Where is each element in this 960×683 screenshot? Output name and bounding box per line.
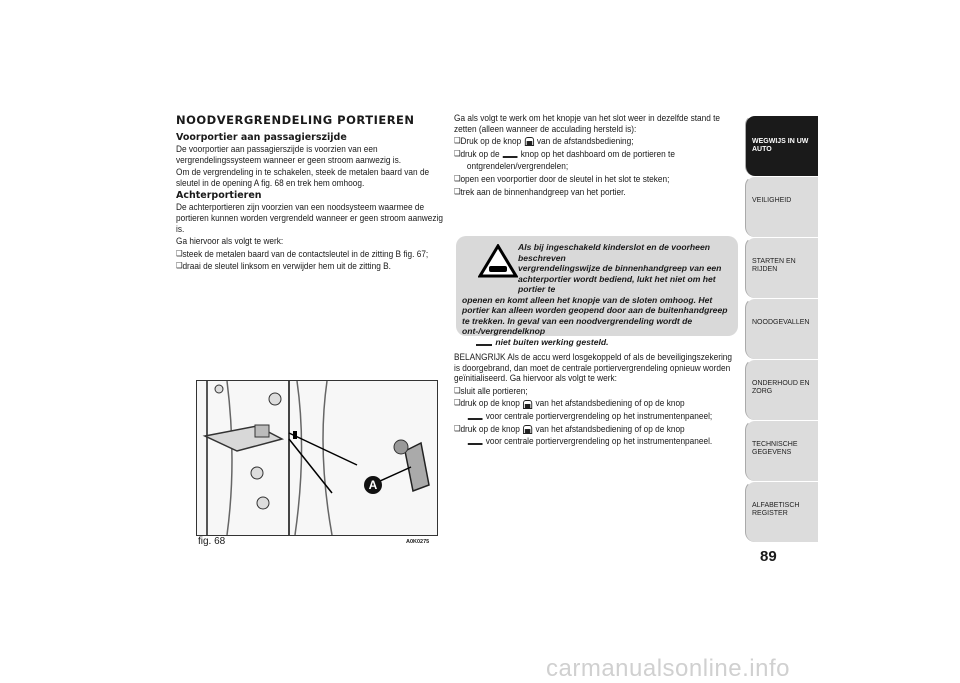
section-heading: NOODVERGRENDELING PORTIEREN xyxy=(176,113,415,127)
warning-line: Als bij ingeschakeld kinderslot en de voorheen beschreven xyxy=(518,242,710,263)
list-text: druk op de knop xyxy=(460,423,520,434)
door-lock-illustration xyxy=(197,381,437,535)
lock-icon xyxy=(524,137,533,146)
list-item xyxy=(454,398,743,409)
list-text: voor centrale portiervergrendeling op het instrumentenpaneel. xyxy=(485,436,713,447)
page-number: 89 xyxy=(760,548,777,565)
list-text: Druk op de knop xyxy=(460,136,522,147)
left-column xyxy=(176,113,448,274)
list-item xyxy=(454,149,743,160)
list-item: ❑ open een voorportier door de sleutel in het slot te steken; xyxy=(454,174,743,185)
tab-starten-en-rijden[interactable]: STARTEN EN RIJDEN xyxy=(745,237,818,298)
figure-code: A0K0275 xyxy=(406,539,430,545)
paragraph: De achterportieren zijn voorzien van een noodsysteem waarmee de portieren kunnen worden vergrendeld wanneer er geen stroom aanwezig is. xyxy=(176,202,443,234)
paragraph: BELANGRIJK Als de accu werd losgekoppeld of als de beveiligingszekering is doorgebrand, dan moet de centrale portiervergrendeling opnieuw worden geïnitialiseerd. Ga hiervoor als volgt te werk: xyxy=(454,352,732,384)
tab-technische-gegevens[interactable]: TECHNISCHE GEGEVENS xyxy=(745,420,818,481)
figure-door-lock xyxy=(196,380,438,536)
car-lock-icon xyxy=(468,438,483,445)
list-continuation: ontgrendelen/vergrendelen; xyxy=(466,161,569,172)
warning-line: niet buiten werking gesteld. xyxy=(495,336,609,347)
list-item: ❑ steek de metalen baard van de contactsleutel in de zitting B fig. 67; xyxy=(176,249,453,260)
list-text: van de afstandsbediening; xyxy=(536,136,634,147)
tab-onderhoud[interactable]: ONDERHOUD EN ZORG xyxy=(745,359,818,420)
list-continuation xyxy=(454,436,749,447)
paragraph: Om de vergrendeling in te schakelen, steek de metalen baard van de sleutel in de opening A fig. 68 en trek hem omhoog. xyxy=(176,167,430,188)
list-text: van het afstandsbediening of op de knop xyxy=(535,423,685,434)
figure-label-a: A xyxy=(368,478,378,492)
list-item: ❑ trek aan de binnenhandgreep van het portier. xyxy=(454,187,743,198)
lock-icon xyxy=(523,400,532,409)
warning-box xyxy=(456,236,738,347)
paragraph: Ga hiervoor als volgt te werk: xyxy=(176,236,284,247)
warning-line: openen en komt alleen het knopje van de sloten omhoog. Het portier kan alleen worden geopend door aan de buitenhandgreep te trekken. In geval van een noodvergrendeling wordt de ont-/vergrendelknop xyxy=(462,294,728,336)
lock-icon xyxy=(523,425,532,434)
tab-alfabetisch-register[interactable]: ALFABETISCH REGISTER xyxy=(745,481,818,542)
tab-veiligheid[interactable]: VEILIGHEID xyxy=(745,176,818,237)
warning-text xyxy=(462,242,730,347)
tab-noodgevallen[interactable]: NOODGEVALLEN xyxy=(745,298,818,359)
car-lock-icon xyxy=(503,151,518,158)
chapter-tabs xyxy=(745,115,818,542)
list-item xyxy=(454,424,743,435)
figure-caption: fig. 68 xyxy=(198,536,226,547)
car-lock-icon xyxy=(476,339,492,346)
tab-wegwijs[interactable]: WEGWIJS IN UW AUTO xyxy=(745,115,818,176)
warning-line: vergrendelingswijze de binnenhandgreep van een xyxy=(518,263,722,273)
subheading-rear-doors: Achterportieren xyxy=(176,190,262,202)
warning-line: achterportier wordt bediend, lukt het niet om het portier te xyxy=(518,273,716,294)
list-text: druk op de knop xyxy=(460,398,520,409)
car-lock-icon xyxy=(468,413,483,420)
list-text: knop op het dashboard om de portieren te xyxy=(520,148,675,159)
watermark: carmanualsonline.info xyxy=(546,655,790,682)
list-continuation xyxy=(454,411,749,422)
list-text: voor centrale portiervergrendeling op het instrumentenpaneel; xyxy=(485,410,713,421)
list-item: ❑ sluit alle portieren; xyxy=(454,386,743,397)
paragraph: Ga als volgt te werk om het knopje van het slot weer in dezelfde stand te zetten (alleen wanneer de acculading hersteld is): xyxy=(454,113,721,134)
middle-column-lower xyxy=(454,352,738,449)
list-text: van het afstandsbediening of op de knop xyxy=(535,398,685,409)
paragraph: De voorportier aan passagierszijde is voorzien van een vergrendelingssysteem wanneer er geen stroom aanwezig is. xyxy=(176,144,402,165)
list-item xyxy=(454,136,743,147)
list-text: druk op de xyxy=(460,148,500,159)
subheading-front-door: Voorportier aan passagierszijde xyxy=(176,132,347,143)
middle-column xyxy=(454,113,738,199)
list-item: ❑ draai de sleutel linksom en verwijder hem uit de zitting B. xyxy=(176,261,453,272)
